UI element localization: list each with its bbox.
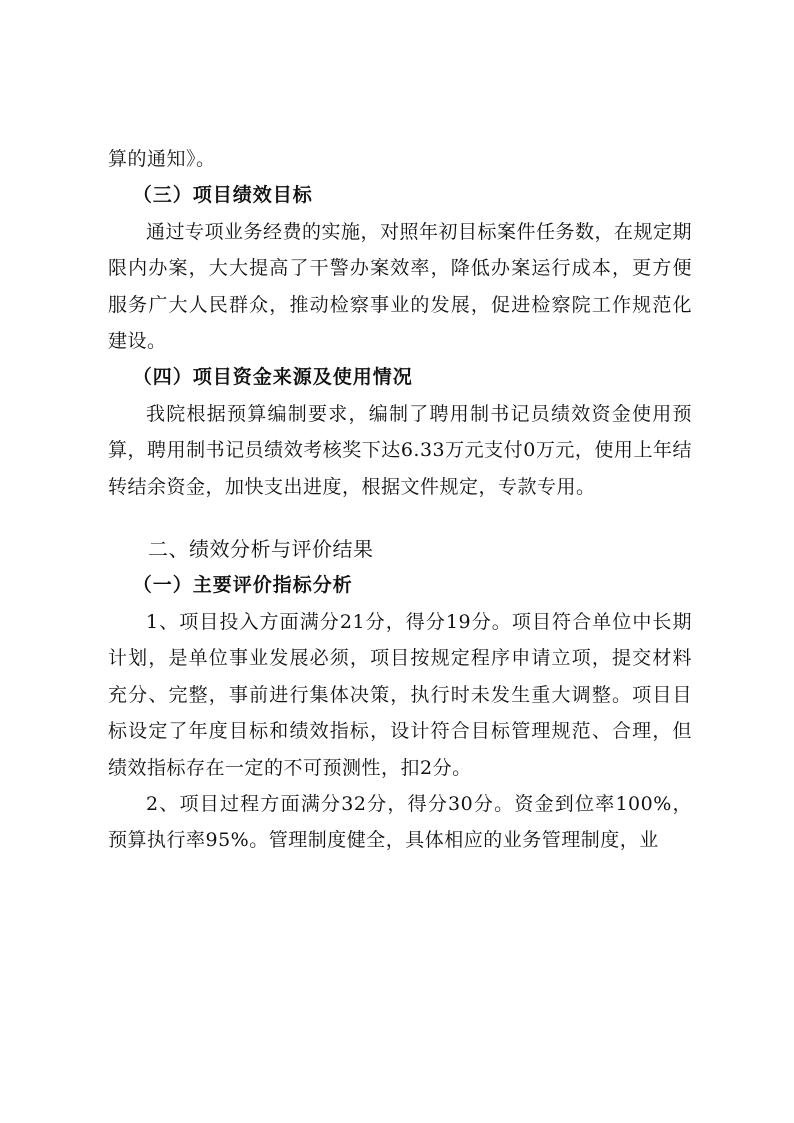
heading-funding-source: （四）项目资金来源及使用情况: [132, 366, 413, 389]
heading-performance-goal: （三）项目绩效目标: [132, 184, 313, 207]
paragraph-project-process: 2、项目过程方面满分32分，得分30分。资金到位率100%，预算执行率95%。管理制度健全，具体相应的业务管理制度，业: [108, 792, 692, 852]
heading-main-indicators: （一）主要评价指标分析: [132, 574, 353, 597]
paragraph-performance-goal: 通过专项业务经费的实施，对照年初目标案件任务数，在规定期限内办案，大大提高了干警办案效率，降低办案运行成本，更方便服务广大人民群众，推动检察事业的发展，促进检察院工作规范化建设。: [108, 220, 693, 353]
heading-section-two: 二、绩效分析与评价结果: [148, 537, 374, 562]
paragraph-continued: 算的通知》。: [108, 148, 216, 170]
section-spacer: [108, 505, 692, 531]
document-body: [108, 141, 692, 859]
paragraph-funding-source: 我院根据预算编制要求，编制了聘用制书记员绩效资金使用预算，聘用制书记员绩效考核奖下达6.33万元支付0万元，使用上年结转结余资金，加快支出进度，根据文件规定，专款专用。: [108, 402, 692, 498]
paragraph-project-input: 1、项目投入方面满分21分，得分19分。项目符合单位中长期计划，是单位事业发展必须，项目按规定程序申请立项，提交材料充分、完整，事前进行集体决策，执行时未发生重大调整。项目目标设定了年度目标和绩效指标，设计符合目标管理规范、合理，但绩效指标存在一定的不可预测性，扣2分。: [108, 610, 692, 779]
